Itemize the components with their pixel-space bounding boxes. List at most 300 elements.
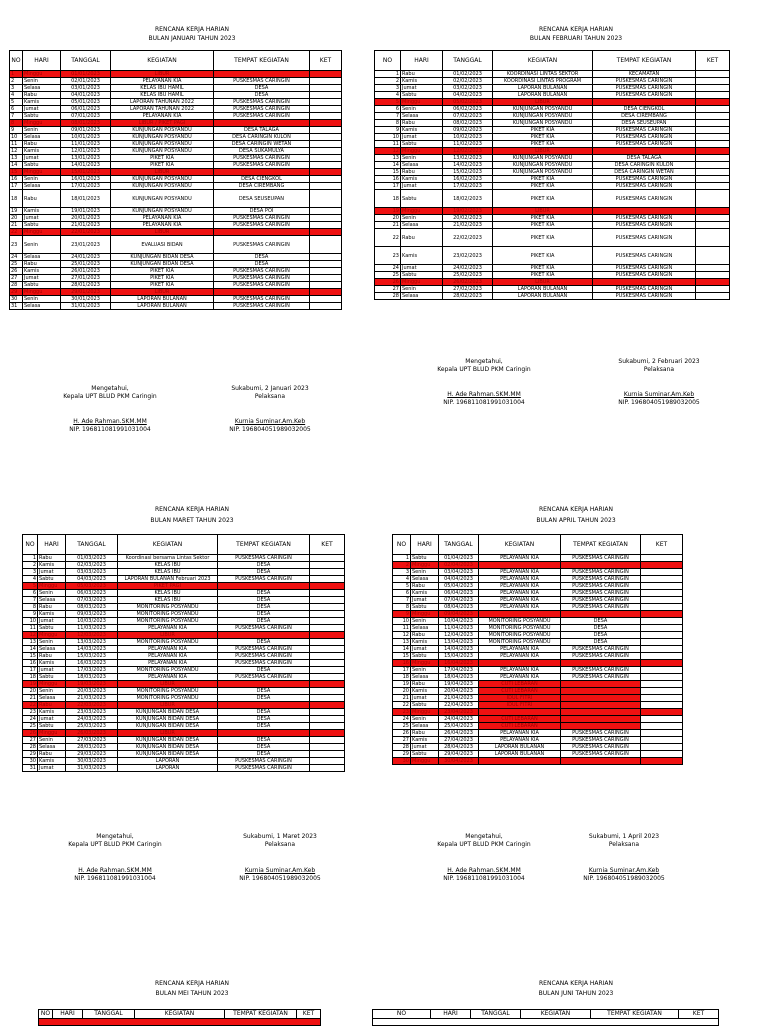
table-row (10, 85, 342, 92)
schedule-table (392, 534, 683, 765)
row-activity (479, 611, 561, 618)
row-no: 1 (375, 71, 401, 78)
row-place: DESA SUKAMULYA (214, 148, 310, 155)
row-note (310, 162, 342, 169)
row-note (310, 688, 345, 695)
row-no: 16 (23, 660, 38, 667)
row-no: 6 (23, 590, 38, 597)
row-activity: LIBUR (493, 279, 593, 286)
doc-title: RENCANA KERJA HARIAN (155, 26, 229, 33)
row-no: 24 (10, 254, 23, 261)
row-no: 4 (393, 576, 411, 583)
row-day: Rabu (401, 120, 443, 127)
row-activity: KOORDINASI LINTAS SEKTOR (493, 71, 593, 78)
row-day: Selasa (401, 222, 443, 229)
row-note (696, 279, 730, 286)
row-date: 11/03/2023 (66, 625, 118, 632)
row-activity (479, 709, 561, 716)
row-date: 19/04/2023 (439, 681, 479, 688)
table-row (10, 169, 342, 176)
row-no: 24 (393, 716, 411, 723)
table-row (393, 758, 683, 765)
row-day: Rabu (38, 555, 66, 562)
schedule-table-header (372, 1009, 719, 1026)
row-note (310, 709, 345, 716)
row-activity: PIKET KIA (493, 183, 593, 190)
row-note (641, 569, 683, 576)
row-activity: KUNJUNGAN POSYANDU (493, 113, 593, 120)
row-note (696, 141, 730, 148)
signature-left: Mengetahui, Kepala UPT BLUD PKM Caringin H. Ade Rahman.SKM.MM NIP. 196811081991031004 (63, 385, 157, 433)
row-date: 06/01/2023 (61, 106, 111, 113)
row-note (696, 113, 730, 120)
row-date: 09/04/2023 (439, 611, 479, 618)
row-no: 25 (393, 723, 411, 730)
col-header: NO (23, 535, 38, 555)
row-place: DESA CIREMBANG (593, 113, 696, 120)
row-date: 13/03/2023 (66, 639, 118, 646)
row-date: 23/03/2023 (66, 709, 118, 716)
row-place: PUSKESMAS CARINGIN (561, 653, 641, 660)
row-no: 11 (375, 141, 401, 148)
row-day: Jumat (38, 667, 66, 674)
row-day: Jumat (23, 155, 61, 162)
row-no: 3 (375, 85, 401, 92)
row-activity: KUNJUNGAN POSYANDU (111, 183, 214, 190)
row-day: Minggu (411, 562, 439, 569)
row-date: 12/04/2023 (439, 632, 479, 639)
row-no: 20 (23, 688, 38, 695)
row-no: 31 (10, 303, 23, 310)
row-date: 27/02/2023 (443, 286, 493, 293)
table-row (23, 737, 345, 744)
row-activity: KUNJUNGAN BIDAN DESA (118, 737, 218, 744)
row-place: PUSKESMAS CARINGIN (561, 751, 641, 758)
row-date: 14/03/2023 (66, 646, 118, 653)
table-row (10, 141, 342, 148)
row-note (310, 208, 342, 215)
row-place: DESA CIENGKOL (593, 106, 696, 113)
row-place: DESA (218, 604, 310, 611)
row-note (310, 765, 345, 772)
row-note (641, 681, 683, 688)
row-place: PUSKESMAS CARINGIN (214, 106, 310, 113)
row-activity: PIKET KIA (493, 176, 593, 183)
row-no: 15 (23, 653, 38, 660)
table-row (10, 78, 342, 85)
row-activity: KUNJUNGAN POSYANDU (111, 190, 214, 208)
row-no: 7 (23, 597, 38, 604)
row-place: PUSKESMAS CARINGIN (593, 176, 696, 183)
row-place: DESA (561, 625, 641, 632)
row-no: 27 (10, 275, 23, 282)
row-place (561, 688, 641, 695)
row-place: PUSKESMAS CARINGIN (218, 625, 310, 632)
row-place (214, 169, 310, 176)
doc-title: RENCANA KERJA HARIAN (155, 506, 229, 513)
row-activity: MONITORING POSYANDU (118, 639, 218, 646)
row-no: 5 (10, 99, 23, 106)
col-header: KET (297, 1010, 321, 1019)
row-no: 23 (393, 709, 411, 716)
row-place: DESA (214, 92, 310, 99)
row-note (310, 562, 345, 569)
table-row (23, 583, 345, 590)
row-place: PUSKESMAS CARINGIN (593, 293, 696, 300)
row-no: 3 (393, 569, 411, 576)
row-date: 17/02/2023 (443, 183, 493, 190)
row-activity: LAPORAN BULANAN Februari 2023 (118, 576, 218, 583)
row-place: DESA (218, 569, 310, 576)
row-date: 07/01/2023 (61, 113, 111, 120)
row-date: 16/04/2023 (439, 660, 479, 667)
row-place: PUSKESMAS CARINGIN (214, 155, 310, 162)
table-row (375, 176, 730, 183)
row-no: 4 (10, 92, 23, 99)
row-note (310, 716, 345, 723)
row-no: 19 (393, 681, 411, 688)
row-no: 13 (23, 639, 38, 646)
col-header: NO (373, 1010, 431, 1019)
row-place: DESA (218, 744, 310, 751)
schedule-mei (0, 975, 384, 1024)
row-note (641, 632, 683, 639)
row-date: 24/02/2023 (443, 265, 493, 272)
schedule-juni (384, 975, 768, 1024)
row-day: Senin (401, 286, 443, 293)
row-date: 05/03/2023 (66, 583, 118, 590)
row-date: 25/04/2023 (439, 723, 479, 730)
row-note (310, 169, 342, 176)
row-no: 10 (10, 134, 23, 141)
row-note (696, 99, 730, 106)
row-activity: PIKET KIA (493, 272, 593, 279)
row-no: 11 (393, 625, 411, 632)
signature-left: Mengetahui, Kepala UPT BLUD PKM Caringin H. Ade Rahman.SKM.MM NIP. 196811081991031004 (437, 358, 531, 406)
row-date: 13/04/2023 (439, 639, 479, 646)
table-row (23, 751, 345, 758)
row-note (310, 653, 345, 660)
row-day: Jumat (38, 618, 66, 625)
row-note (310, 632, 345, 639)
doc-subtitle: BULAN JANUARI TAHUN 2023 (148, 35, 236, 42)
table-row (375, 162, 730, 169)
row-activity: KUNJUNGAN POSYANDU (111, 134, 214, 141)
row-note (310, 282, 342, 289)
row-day: Senin (23, 236, 61, 254)
row-no: 21 (375, 222, 401, 229)
table-row (23, 765, 345, 772)
row-date: 26/01/2023 (61, 268, 111, 275)
row-activity: KUNJUNGAN BIDAN DESA (118, 709, 218, 716)
table-row (23, 555, 345, 562)
row-place: PUSKESMAS CARINGIN (593, 265, 696, 272)
row-activity: KUNJUNGAN BIDAN DESA (118, 723, 218, 730)
table-row (393, 555, 683, 562)
row-day: Minggu (23, 120, 61, 127)
row-activity: PELAYANAN KIA (479, 674, 561, 681)
table-row (375, 265, 730, 272)
row-no: 8 (375, 120, 401, 127)
signature-right: Sukabumi, 1 Maret 2023 Pelaksana Kurnia Suminar.Am.Keb NIP. 196804051989032005 (239, 833, 321, 882)
row-activity: KUNJUNGAN POSYANDU (111, 127, 214, 134)
col-header: TEMPAT KEGIATAN (591, 1010, 679, 1019)
row-activity: KUNJUNGAN BIDAN DESA (111, 254, 214, 261)
row-no: 24 (375, 265, 401, 272)
row-activity: LAPORAN BULANAN (479, 751, 561, 758)
row-note (310, 155, 342, 162)
row-note (696, 106, 730, 113)
row-place: PUSKESMAS CARINGIN (593, 215, 696, 222)
row-activity: PIKET KIA (493, 247, 593, 265)
row-no: 30 (393, 758, 411, 765)
row-no: 28 (393, 744, 411, 751)
row-place: PUSKESMAS CARINGIN (593, 247, 696, 265)
row-activity (479, 562, 561, 569)
row-place: PUSKESMAS CARINGIN (214, 236, 310, 254)
row-day: Jumat (401, 183, 443, 190)
row-date: 31/03/2023 (66, 765, 118, 772)
row-date: 13/02/2023 (443, 155, 493, 162)
row-date: 12/02/2023 (443, 148, 493, 155)
row-note (310, 254, 342, 261)
row-date: 03/02/2023 (443, 85, 493, 92)
row-note (641, 751, 683, 758)
row-no: 11 (10, 141, 23, 148)
row-activity: PIKET KIA (111, 162, 214, 169)
row-no: 2 (10, 78, 23, 85)
row-date: 24/03/2023 (66, 716, 118, 723)
row-note (310, 229, 342, 236)
row-day: Kamis (23, 99, 61, 106)
table-row (23, 730, 345, 737)
row-no: 9 (393, 611, 411, 618)
row-place: PUSKESMAS CARINGIN (214, 296, 310, 303)
row-note (310, 183, 342, 190)
row-day: Kamis (401, 78, 443, 85)
row-place: PUSKESMAS CARINGIN (561, 555, 641, 562)
row-place: PUSKESMAS CARINGIN (593, 272, 696, 279)
table-row (393, 667, 683, 674)
table-row (393, 723, 683, 730)
table-row (375, 272, 730, 279)
row-place: PUSKESMAS CARINGIN (214, 99, 310, 106)
row-place: PUSKESMAS CARINGIN (561, 646, 641, 653)
row-date: 08/02/2023 (443, 120, 493, 127)
row-no: 29 (23, 751, 38, 758)
row-day: Senin (38, 688, 66, 695)
row-no: 21 (393, 695, 411, 702)
row-activity: LIBUR (493, 99, 593, 106)
row-date: 10/01/2023 (61, 134, 111, 141)
row-day: Jumat (401, 85, 443, 92)
row-activity: KUNJUNGAN POSYANDU (111, 148, 214, 155)
signature-right: Sukabumi, 1 April 2023 Pelaksana Kurnia Suminar.Am.Keb NIP. 196804051989032005 (583, 833, 665, 882)
table-row (375, 229, 730, 247)
table-row (393, 709, 683, 716)
table-row (23, 688, 345, 695)
row-date: 20/04/2023 (439, 688, 479, 695)
row-day: Kamis (38, 660, 66, 667)
table-row (10, 296, 342, 303)
row-activity: PELAYANAN KIA (118, 674, 218, 681)
row-date: 15/03/2023 (66, 653, 118, 660)
table-row (375, 120, 730, 127)
signature-left: Mengetahui, Kepala UPT BLUD PKM Caringin H. Ade Rahman.SKM.MM NIP. 196811081991031004 (68, 833, 162, 882)
row-date: 31/01/2023 (61, 303, 111, 310)
row-no: 20 (375, 215, 401, 222)
row-activity: CUTI LEBARAN (479, 716, 561, 723)
table-row (10, 127, 342, 134)
row-activity: PIKET KIA (111, 155, 214, 162)
row-activity: PIKET PAGI (118, 583, 218, 590)
row-note (310, 222, 342, 229)
table-row (10, 268, 342, 275)
row-date: 04/03/2023 (66, 576, 118, 583)
row-place: PUSKESMAS CARINGIN (561, 576, 641, 583)
row-day: Sabtu (411, 751, 439, 758)
row-date: 24/01/2023 (61, 254, 111, 261)
row-place (218, 632, 310, 639)
row-activity: MONITORING POSYANDU (118, 695, 218, 702)
row-activity: PELAYANAN KIA (479, 737, 561, 744)
row-day: Kamis (411, 590, 439, 597)
row-activity: LAPORAN BULANAN (493, 92, 593, 99)
row-note (696, 85, 730, 92)
schedule-table (9, 50, 342, 310)
row-activity: KOORDINASI LINTAS PROGRAM (493, 78, 593, 85)
schedule-table-header (38, 1009, 321, 1026)
row-no: 23 (10, 236, 23, 254)
row-date: 08/03/2023 (66, 604, 118, 611)
row-note (641, 709, 683, 716)
signature-left: Mengetahui, Kepala UPT BLUD PKM Caringin H. Ade Rahman.SKM.MM NIP. 196811081991031004 (437, 833, 531, 882)
row-place: PUSKESMAS CARINGIN (593, 127, 696, 134)
table-row (23, 660, 345, 667)
row-day: Selasa (38, 597, 66, 604)
row-place (214, 120, 310, 127)
row-activity: LAPORAN BULANAN (493, 286, 593, 293)
table-header-row (10, 51, 342, 71)
row-activity (479, 758, 561, 765)
row-note (310, 583, 345, 590)
row-note (310, 106, 342, 113)
row-place: DESA (218, 667, 310, 674)
doc-title: RENCANA KERJA HARIAN (155, 980, 229, 987)
row-date: 14/02/2023 (443, 162, 493, 169)
table-row (23, 667, 345, 674)
row-date: 17/04/2023 (439, 667, 479, 674)
row-note (310, 268, 342, 275)
row-note (310, 127, 342, 134)
row-place: DESA (218, 597, 310, 604)
row-note (641, 646, 683, 653)
row-no: 24 (23, 716, 38, 723)
row-no: 12 (23, 632, 38, 639)
row-no: 9 (10, 127, 23, 134)
row-activity: MONITORING POSYANDU (118, 618, 218, 625)
table-row (23, 758, 345, 765)
row-place: DESA (214, 261, 310, 268)
col-header: TANGGAL (443, 51, 493, 71)
row-place: PUSKESMAS CARINGIN (214, 268, 310, 275)
row-date: 27/03/2023 (66, 737, 118, 744)
row-day: Jumat (38, 569, 66, 576)
row-day: Kamis (38, 758, 66, 765)
row-activity: KUNJUNGAN POSYANDU (493, 169, 593, 176)
table-row (375, 127, 730, 134)
row-place (593, 148, 696, 155)
row-activity: KUNJUNGAN POSYANDU (493, 120, 593, 127)
row-date: 05/02/2023 (443, 99, 493, 106)
row-activity: PIKET KIA (493, 222, 593, 229)
row-no: 23 (23, 709, 38, 716)
row-day: Minggu (23, 289, 61, 296)
table-row (10, 113, 342, 120)
row-date: 23/01/2023 (61, 236, 111, 254)
table-row (23, 604, 345, 611)
row-note (641, 618, 683, 625)
row-place (218, 730, 310, 737)
row-day: Kamis (23, 148, 61, 155)
row-day: Rabu (401, 71, 443, 78)
doc-subtitle: BULAN APRIL TAHUN 2023 (536, 517, 616, 524)
row-activity: KUNJUNGAN POSYANDU (111, 141, 214, 148)
row-note (310, 78, 342, 85)
row-place: DESA TALAGA (593, 155, 696, 162)
row-place: DESA (214, 85, 310, 92)
row-activity: LAPORAN (118, 758, 218, 765)
row-note (641, 667, 683, 674)
row-date: 16/03/2023 (66, 660, 118, 667)
row-no: 18 (23, 674, 38, 681)
table-row (10, 183, 342, 190)
table-row (23, 681, 345, 688)
row-day: Jumat (401, 265, 443, 272)
col-header: NO (393, 535, 411, 555)
row-note (696, 155, 730, 162)
table-row (375, 208, 730, 215)
row-activity: KUNJUNGAN POSYANDU (111, 208, 214, 215)
row-day: Selasa (23, 183, 61, 190)
row-place: DESA (561, 618, 641, 625)
row-date: 30/04/2023 (439, 758, 479, 765)
row-place (593, 208, 696, 215)
col-header: TANGGAL (61, 51, 111, 71)
schedule-table (22, 534, 345, 772)
row-activity: CUTI LEBARAN (479, 681, 561, 688)
row-day: Rabu (411, 681, 439, 688)
row-place: DESA (218, 639, 310, 646)
table-row (393, 751, 683, 758)
row-note (310, 99, 342, 106)
row-no: 28 (23, 744, 38, 751)
row-date: 10/02/2023 (443, 134, 493, 141)
row-place: PUSKESMAS CARINGIN (593, 222, 696, 229)
row-note (310, 646, 345, 653)
schedule-februari (384, 0, 768, 460)
row-activity: KELAS IBU (118, 590, 218, 597)
row-no: 18 (375, 190, 401, 208)
row-activity: PELAYANAN KIA (118, 625, 218, 632)
row-activity: LIBUR (118, 702, 218, 709)
table-row (393, 688, 683, 695)
row-date: 07/02/2023 (443, 113, 493, 120)
row-activity: KELAS IBU (118, 569, 218, 576)
table-row (10, 190, 342, 208)
row-date: 28/02/2023 (443, 293, 493, 300)
row-date: 03/04/2023 (439, 569, 479, 576)
